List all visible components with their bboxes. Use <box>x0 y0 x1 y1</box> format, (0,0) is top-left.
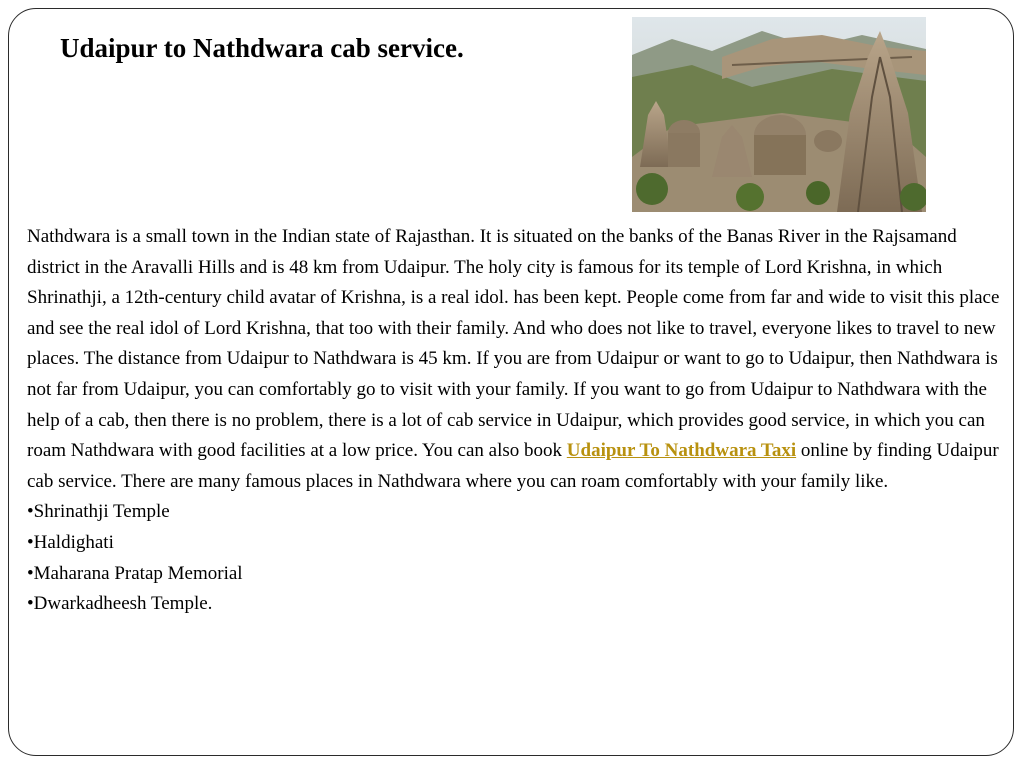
udaipur-to-nathdwara-taxi-link[interactable]: Udaipur To Nathdwara Taxi <box>566 440 797 462</box>
list-item: •Maharana Pratap Memorial <box>27 562 243 584</box>
article-body <box>27 222 1002 620</box>
list-item: •Dwarkadheesh Temple. <box>27 593 213 615</box>
intro-paragraph <box>27 222 1002 497</box>
list-item: •Haldighati <box>27 531 114 553</box>
page-title: Udaipur to Nathdwara cab service. <box>60 33 464 63</box>
paragraph-text-after-link: online by finding Udaipur cab service. There are many famous places in Nathdwara where you can roam comfortably with your family like. <box>27 440 999 492</box>
temple-photo <box>632 17 926 212</box>
paragraph-text-before-link: Nathdwara is a small town in the Indian state of Rajasthan. It is situated on the banks of the Banas River in the Rajsamand district in the Aravalli Hills and is 48 km from Udaipur. The holy city is famous for its temple of Lord Krishna, in which Shrinathji, a 12th-century child avatar of Krishna, is a real idol. has been kept. People come from far and wide to visit this place and see the real idol of Lord Krishna, that too with their family. And who does not like to travel, everyone likes to travel to new places. The distance from Udaipur to Nathdwara is 45 km. If you are from Udaipur or want to go to Udaipur, then Nathdwara is not far from Udaipur, you can comfortably go to visit with your family. If you want to go from Udaipur to Nathdwara with the help of a cab, then there is no problem, there is a lot of cab service in Udaipur, which provides good service, in which you can roam Nathdwara with good facilities at a low price. You can also book <box>27 226 1000 462</box>
list-item: •Shrinathji Temple <box>27 501 170 523</box>
places-list <box>27 497 1002 619</box>
